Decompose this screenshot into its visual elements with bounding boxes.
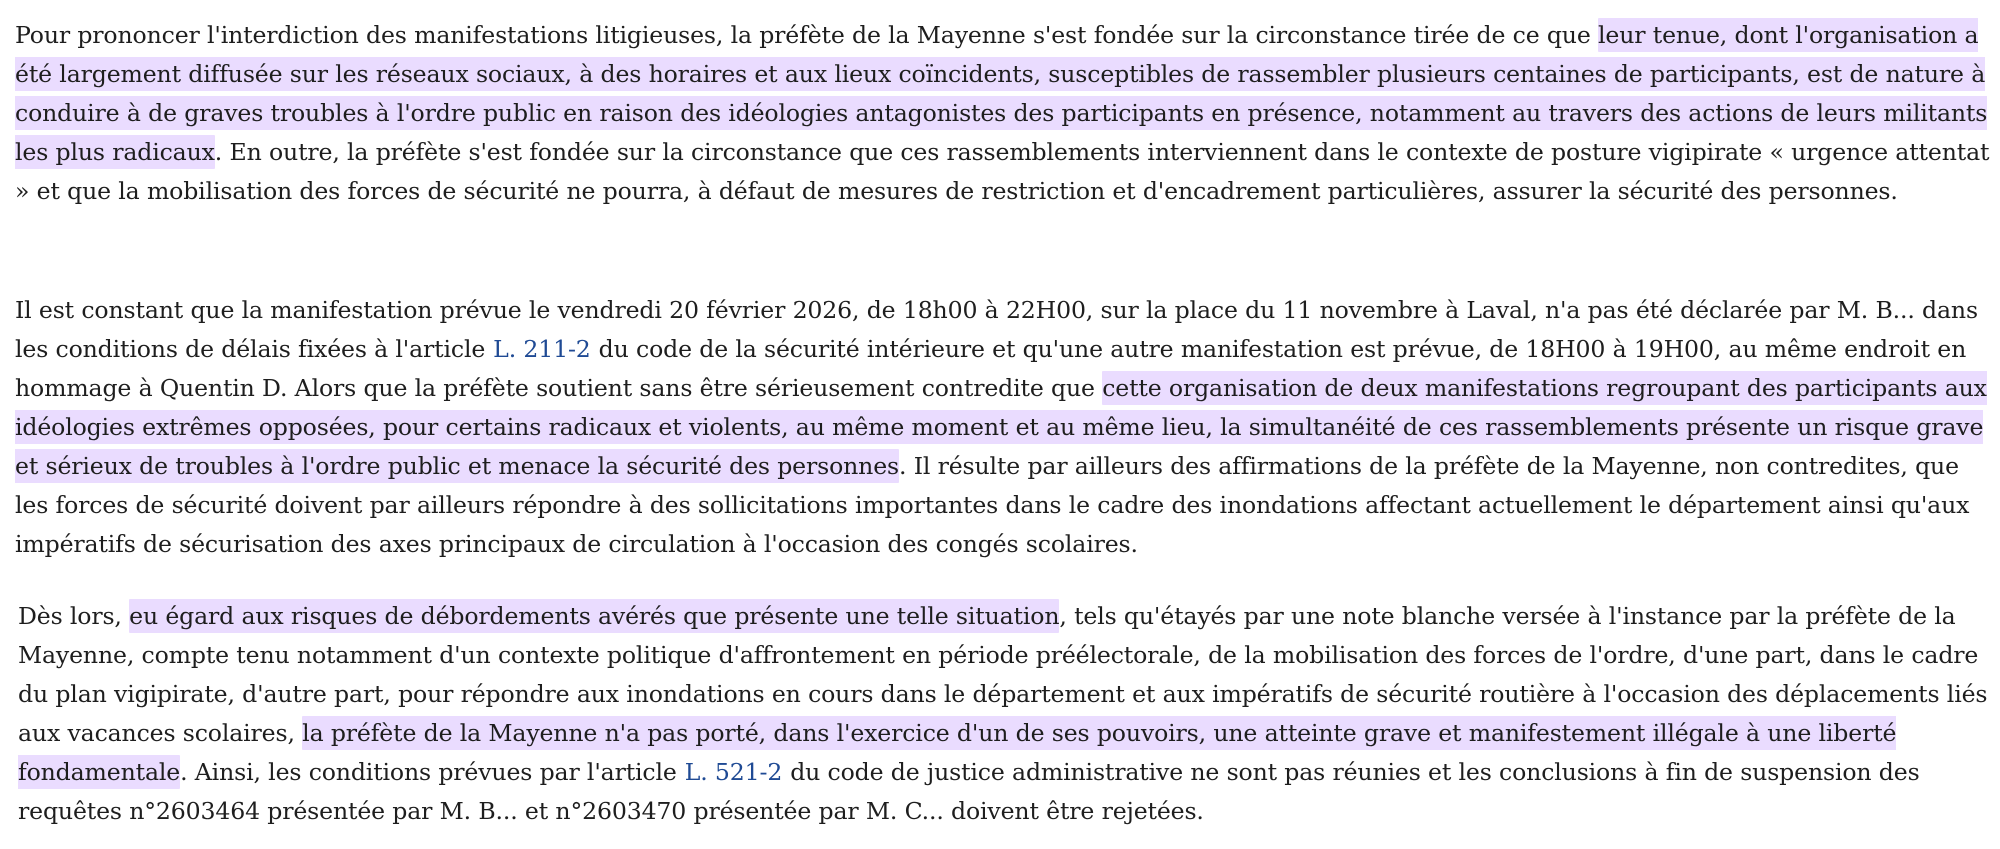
p3-text-4: du code de justice administrative ne sont pas réunies et les conclusions à fin de suspension des requêtes n°2603464 présentée par M. B... et n°2603470 présentée par M. C... doivent être rejetées. <box>18 758 1920 825</box>
p2-text-2: du code de la sécurité intérieure et qu'une autre manifestation est prévue, de 18H00 à 19H00, au même endroit en hommage à Quentin D. Alors que la préfète soutient sans être sérieusement contredite que <box>15 335 1967 402</box>
p1-text-2: . En outre, la préfète s'est fondée sur la circonstance que ces rassemblements interviennent dans le contexte de posture vigipirate « urgence attentat » et que la mobilisation des forces de sécurité ne pourra, à défaut de mesures de restriction et d'encadrement particulières, assurer la sécurité des personnes. <box>15 138 1990 205</box>
p1-text-1: Pour prononcer l'interdiction des manifestations litigieuses, la préfète de la Mayenne s'est fondée sur la circonstance tirée de ce que <box>15 21 1599 49</box>
p3-text-2: , tels qu'étayés par une note blanche versée à l'instance par la préfète de la Mayenne, compte tenu notamment d'un contexte politique d'affrontement en période préélectorale, de la mobilisation des forces de l'ordre, d'une part, dans le cadre du plan vigipirate, d'autre part, pour répondre aux inondations en cours dans le département et aux impératifs de sécurité routière à l'occasion des déplacements liés aux vacances scolaires, <box>18 602 1988 747</box>
p3-text-1: Dès lors, <box>18 602 130 630</box>
paragraph-1 <box>15 16 1990 211</box>
article-link-l521-2[interactable]: L. 521-2 <box>684 758 783 786</box>
p2-text-1: Il est constant que la manifestation prévue le vendredi 20 février 2026, de 18h00 à 22H00, sur la place du 11 novembre à Laval, n'a pas été déclarée par M. B... dans les conditions de délais fixées à l'article <box>15 296 1978 363</box>
p1-highlight-1[interactable]: leur tenue, dont l'organisation a été largement diffusée sur les réseaux sociaux, à des horaires et aux lieux coïncidents, susceptibles de rassembler plusieurs centaines de participants, est de nature à conduire à de graves troubles à l'ordre public en raison des idéologies antagonistes des participants en présence, notamment au travers des actions de leurs militants les plus radicaux <box>15 18 1987 169</box>
paragraph-2 <box>15 291 1990 564</box>
article-link-l211-2[interactable]: L. 211-2 <box>493 335 591 363</box>
paragraph-3 <box>18 597 1990 831</box>
p3-highlight-2[interactable]: la préfète de la Mayenne n'a pas porté, dans l'exercice d'un de ses pouvoirs, une atteinte grave et manifestement illégale à une liberté fondamentale <box>18 716 1896 789</box>
p3-text-3: . Ainsi, les conditions prévues par l'article <box>180 758 677 786</box>
p3-highlight-1[interactable]: eu égard aux risques de débordements avérés que présente une telle situation <box>129 599 1059 633</box>
p2-text-3: . Il résulte par ailleurs des affirmations de la préfète de la Mayenne, non contredites, que les forces de sécurité doivent par ailleurs répondre à des sollicitations importantes dans le cadre des inondations affectant actuellement le département ainsi qu'aux impératifs de sécurisation des axes principaux de circulation à l'occasion des congés scolaires. <box>15 452 1970 558</box>
p2-highlight-1[interactable]: cette organisation de deux manifestations regroupant des participants aux idéologies extrêmes opposées, pour certains radicaux et violents, au même moment et au même lieu, la simultanéité de ces rassemblements présente un risque grave et sérieux de troubles à l'ordre public et menace la sécurité des personnes <box>15 371 1987 483</box>
